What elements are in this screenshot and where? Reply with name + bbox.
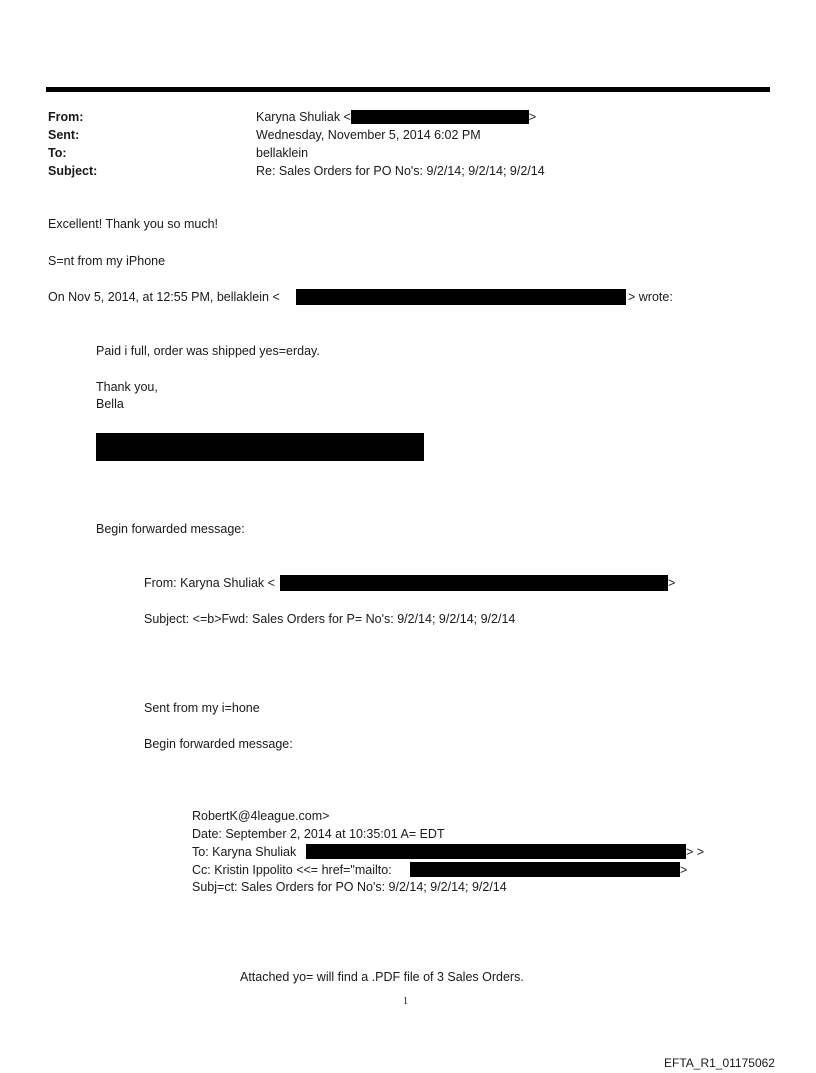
sent-label: Sent: bbox=[48, 128, 80, 142]
wrote-suffix: > wrote: bbox=[628, 290, 673, 304]
bates-number: EFTA_R1_01175062 bbox=[664, 1056, 775, 1070]
fwd-sent-from: Sent from my i=hone bbox=[144, 701, 260, 715]
quoted-signature: Bella bbox=[96, 397, 124, 411]
to-label: To: bbox=[48, 146, 67, 160]
quoted-paid: Paid i full, order was shipped yes=erday. bbox=[96, 344, 320, 358]
redaction-box bbox=[96, 433, 424, 461]
redaction-box bbox=[280, 575, 668, 591]
fwd2-subject: Subj=ct: Sales Orders for PO No's: 9/2/14; 9/2/14; 9/2/14 bbox=[192, 880, 507, 894]
fwd-begin-forwarded: Begin forwarded message: bbox=[144, 737, 293, 751]
page-number: 1 bbox=[403, 996, 408, 1007]
subject-value: Re: Sales Orders for PO No's: 9/2/14; 9/2/14; 9/2/14 bbox=[256, 164, 545, 178]
subject-label: Subject: bbox=[48, 164, 98, 178]
redaction-box bbox=[351, 110, 529, 124]
fwd2-date: Date: September 2, 2014 at 10:35:01 A= EDT bbox=[192, 827, 445, 841]
from-name: Karyna Shuliak < bbox=[256, 110, 351, 124]
fwd2-sender-email: RobertK@4league.com> bbox=[192, 809, 330, 823]
to-value: bellaklein bbox=[256, 146, 309, 160]
quoted-begin-forwarded: Begin forwarded message: bbox=[96, 522, 245, 536]
attached-line: Attached yo= will find a .PDF file of 3 Sales Orders. bbox=[240, 970, 524, 984]
sent-value: Wednesday, November 5, 2014 6:02 PM bbox=[256, 128, 481, 142]
body-line-thanks: Excellent! Thank you so much! bbox=[48, 217, 218, 231]
quoted-thanks: Thank you, bbox=[96, 380, 158, 394]
body-line-sent-from: S=nt from my iPhone bbox=[48, 254, 166, 268]
fwd2-to-suffix: > > bbox=[686, 845, 705, 859]
from-value bbox=[256, 109, 536, 125]
fwd2-to-prefix: To: Karyna Shuliak bbox=[192, 845, 297, 859]
header-rule bbox=[46, 87, 770, 92]
fwd-from-prefix: From: Karyna Shuliak < bbox=[144, 576, 275, 590]
from-close: > bbox=[528, 110, 537, 124]
redaction-box bbox=[410, 862, 680, 877]
fwd2-cc-prefix: Cc: Kristin Ippolito <<= href="mailto: bbox=[192, 863, 392, 877]
fwd-subject: Subject: <=b>Fwd: Sales Orders for P= No's: 9/2/14; 9/2/14; 9/2/14 bbox=[144, 612, 516, 626]
fwd2-cc-suffix: > bbox=[680, 863, 688, 877]
wrote-prefix: On Nov 5, 2014, at 12:55 PM, bellaklein < bbox=[48, 290, 280, 304]
fwd-from-suffix: > bbox=[668, 576, 676, 590]
redaction-box bbox=[296, 289, 626, 305]
from-label: From: bbox=[48, 110, 84, 124]
redaction-box bbox=[306, 844, 686, 859]
